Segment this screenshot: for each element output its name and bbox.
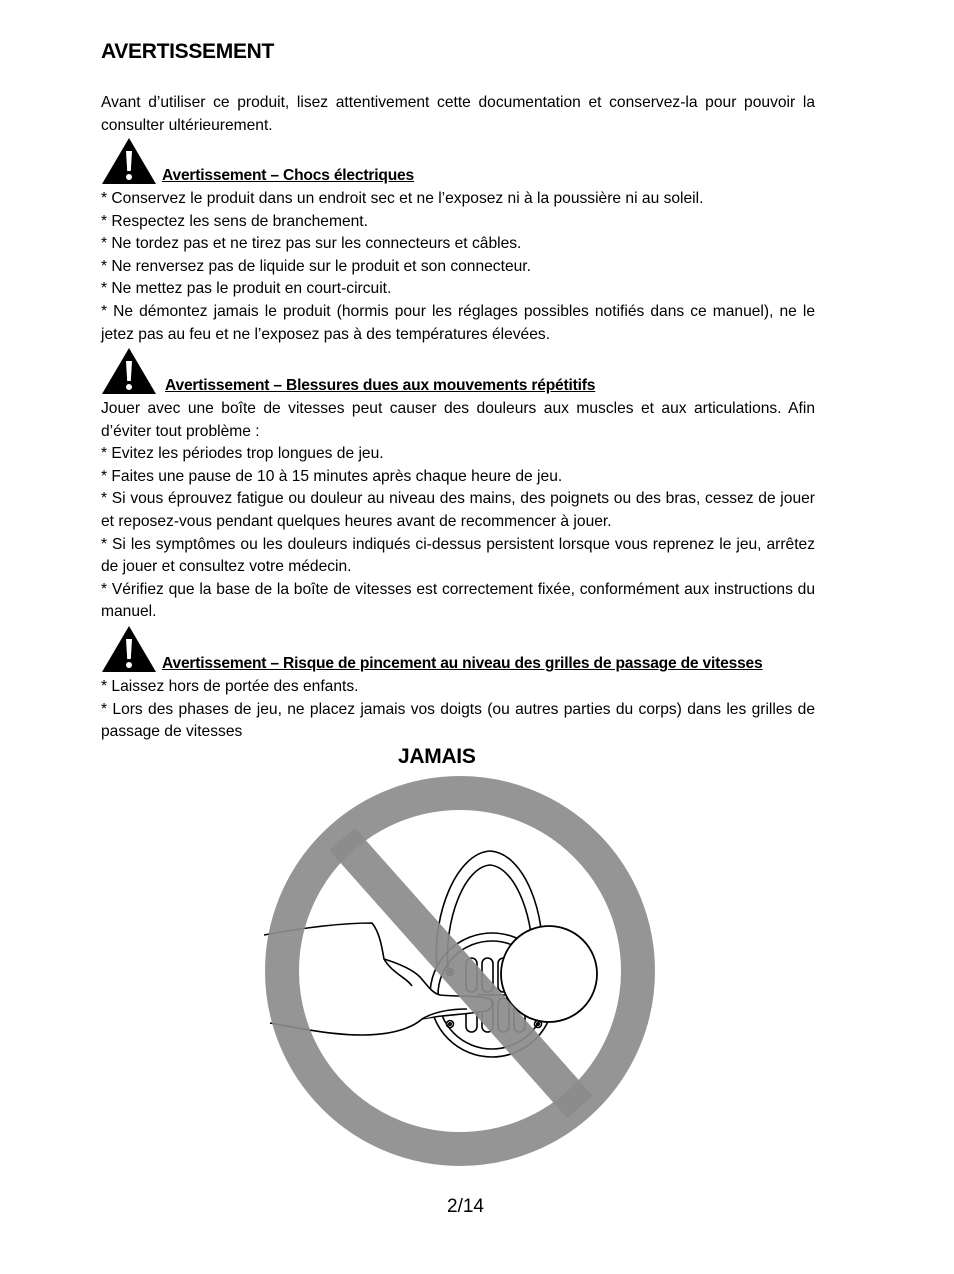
illustration-caption: JAMAIS: [398, 745, 476, 768]
warning-line: * Ne mettez pas le produit en court-circuit.: [101, 280, 392, 298]
warning-line: * Laissez hors de portée des enfants.: [101, 678, 359, 695]
intro-paragraph: Avant d’utiliser ce produit, lisez attentivement cette documentation et conservez-la pour pouvoir la consulter ultérieurement.: [101, 94, 815, 134]
warning-triangle-icon: [101, 625, 157, 673]
warning-section-repetitive: [101, 347, 815, 624]
warning-section-pinching: [101, 625, 815, 744]
warning-line: * Evitez les périodes trop longues de jeu.: [101, 445, 384, 463]
warning-line: * Faites une pause de 10 à 15 minutes après chaque heure de jeu.: [101, 467, 563, 485]
warning-section-electric: [101, 137, 815, 346]
warning-line: * Ne démontez jamais le produit (hormis pour les réglages possibles notifiés dans ce manuel), ne le jetez pas au feu et ne l’exposez pas à des températures élevées.: [101, 302, 815, 343]
warning-line: * Ne tordez pas et ne tirez pas sur les connecteurs et câbles.: [101, 235, 522, 253]
warning-heading: [101, 137, 815, 185]
warning-line: * Respectez les sens de branchement.: [101, 212, 368, 230]
warning-heading: [101, 625, 815, 673]
page-number: 2/14: [447, 1196, 484, 1217]
warning-line: * Lors des phases de jeu, ne placez jamais vos doigts (ou autres parties du corps) dans les grilles de passage de vitesses: [101, 700, 815, 741]
warning-title: Avertissement – Chocs électriques: [162, 167, 414, 185]
warning-heading: [101, 347, 815, 395]
warning-line: * Conservez le produit dans un endroit sec et ne l’exposez ni à la poussière ni au soleil.: [101, 190, 704, 207]
page-title: AVERTISSEMENT: [101, 40, 275, 63]
warning-title: Avertissement – Blessures dues aux mouvements répétitifs: [165, 377, 596, 395]
warning-line: * Ne renversez pas de liquide sur le produit et son connecteur.: [101, 257, 531, 275]
prohibition-illustration: [262, 773, 658, 1169]
warning-line: * Si vous éprouvez fatigue ou douleur au niveau des mains, des poignets ou des bras, cessez de jouer et reposez-vous pendant quelques heures avant de recommencer à jouer.: [101, 490, 815, 530]
warning-line: * Si les symptômes ou les douleurs indiqués ci-dessus persistent lorsque vous reprenez le jeu, arrêtez de jouer et consultez votre médecin.: [101, 535, 815, 576]
warning-line: Jouer avec une boîte de vitesses peut causer des douleurs aux muscles et aux articulations. Afin d’éviter tout problème :: [101, 400, 815, 440]
warning-triangle-icon: [101, 347, 157, 395]
warning-triangle-icon: [101, 137, 157, 185]
warning-line: * Vérifiez que la base de la boîte de vitesses est correctement fixée, conformément aux instructions du manuel.: [101, 580, 815, 621]
warning-title: Avertissement – Risque de pincement au niveau des grilles de passage de vitesses: [162, 655, 763, 673]
